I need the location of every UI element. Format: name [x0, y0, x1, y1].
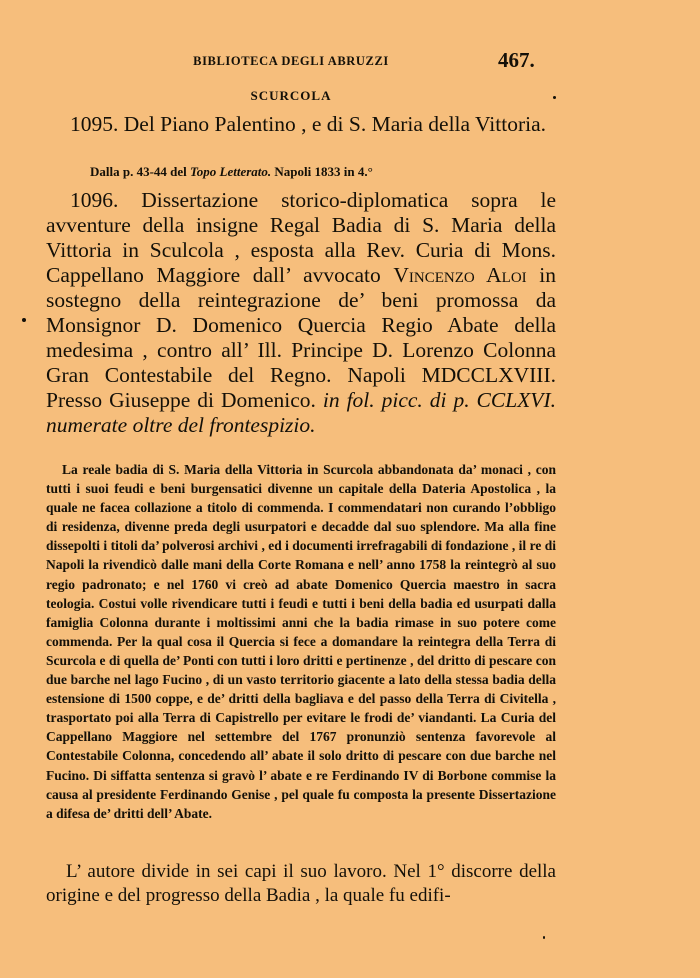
reference-work: Topo Letterato. — [190, 164, 272, 179]
continuation-paragraph: L’ autore divide in sei capi il suo lavoro. Nel 1° discorre della origine e del progresso della Badia , la quale fu edifi- — [46, 861, 556, 906]
entry-author: Vincenzo Aloi — [393, 263, 527, 287]
entry-number: 1096. — [70, 188, 119, 212]
section-title: SCURCOLA — [250, 88, 332, 103]
scan-speck — [553, 96, 556, 99]
scan-speck — [22, 318, 26, 322]
entry-title: Del Piano Palentino , e di S. Maria della Vittoria. — [123, 112, 547, 136]
entry-title-part-b: in sostegno della reintegrazione de’ beni promossa da Monsignor D. Domenico Quercia Regio Abate della medesima , contro all’ Ill. Principe D. Lorenzo Colonna Gran Contestabile del Regno. Napoli MDCCLXVIII. Presso Giuseppe di Domenico. — [46, 263, 557, 412]
entry-title-part-a: Dissertazione storico-diplomatica sopra le avventure della insigne Regal Badia di S. Maria della Vittoria in Sculcola , esposta alla Rev. Curia di Mons. Cappellano Maggiore dall’ avvocato — [46, 188, 556, 287]
page-number: 467. — [498, 48, 535, 72]
entry-1095 — [46, 112, 556, 137]
entry-format: in fol. picc. di p. CCLXVI. numerate oltre del frontespizio. — [46, 388, 556, 437]
scan-speck — [543, 936, 545, 939]
entry-reference — [90, 164, 373, 180]
entry-1096 — [46, 188, 556, 438]
entry-number: 1095. — [70, 112, 119, 136]
reference-suffix: Napoli 1833 in 4.° — [271, 164, 373, 179]
annotation-note: La reale badia di S. Maria della Vittoria in Scurcola abbandonata da’ monaci , con tutti i suoi feudi e beni burgensatici divenne un capitale della Dateria Apostolica , la quale ne facea collazione a titolo di commenda. I commendatari non curando l’obbligo di residenza, divenne preda degli usurpatori e decadde dal suo splendore. Ma alla fine dissepolti i titoli da’ polverosi archivi , ed i documenti irrefragabili di fondazione , il re di Napoli la rivendicò dalle mani della Corte Romana e nell’ anno 1758 la reintegrò al suo regio padronato; e nel 1760 vi creò ad abate Domenico Quercia maestro in sacra teologia. Costui volle rivendicare tutti i feudi e tutti i beni della badia ed usurpati dalla famiglia Colonna durante i moltissimi anni che la badia rimase in suo potere come commenda. Per la qual cosa il Quercia si fece a domandare la reintegra della Terra di Scurcola e di quella de’ Ponti con tutti i loro dritti e pertinenze , del dritto di pescare con due barche nel lago Fucino , di un vasto territorio giacente a lato della stessa badia della estensione di 1500 coppe, e de’ dritti della bagliava e del passo della Terra di Civitella , trasportato poi alla Terra di Capistrello per evitare le frodi de’ viandanti. La Curia del Cappellano Maggiore nel settembre del 1767 pronunziò sentenza favorevole al Contestabile Colonna, concedendo all’ abate il solo dritto di pescare con due barche nel Fucino. Di siffatta sentenza si gravò l’ abate e re Ferdinando IV di Borbone commise la causa al presidente Ferdinando Genise , pel quale fu composta la presente Dissertazione a difesa de’ dritti dell’ Abate. — [46, 462, 556, 821]
running-head: BIBLIOTECA DEGLI ABRUZZI — [193, 54, 389, 68]
reference-prefix: Dalla p. 43-44 del — [90, 164, 191, 179]
